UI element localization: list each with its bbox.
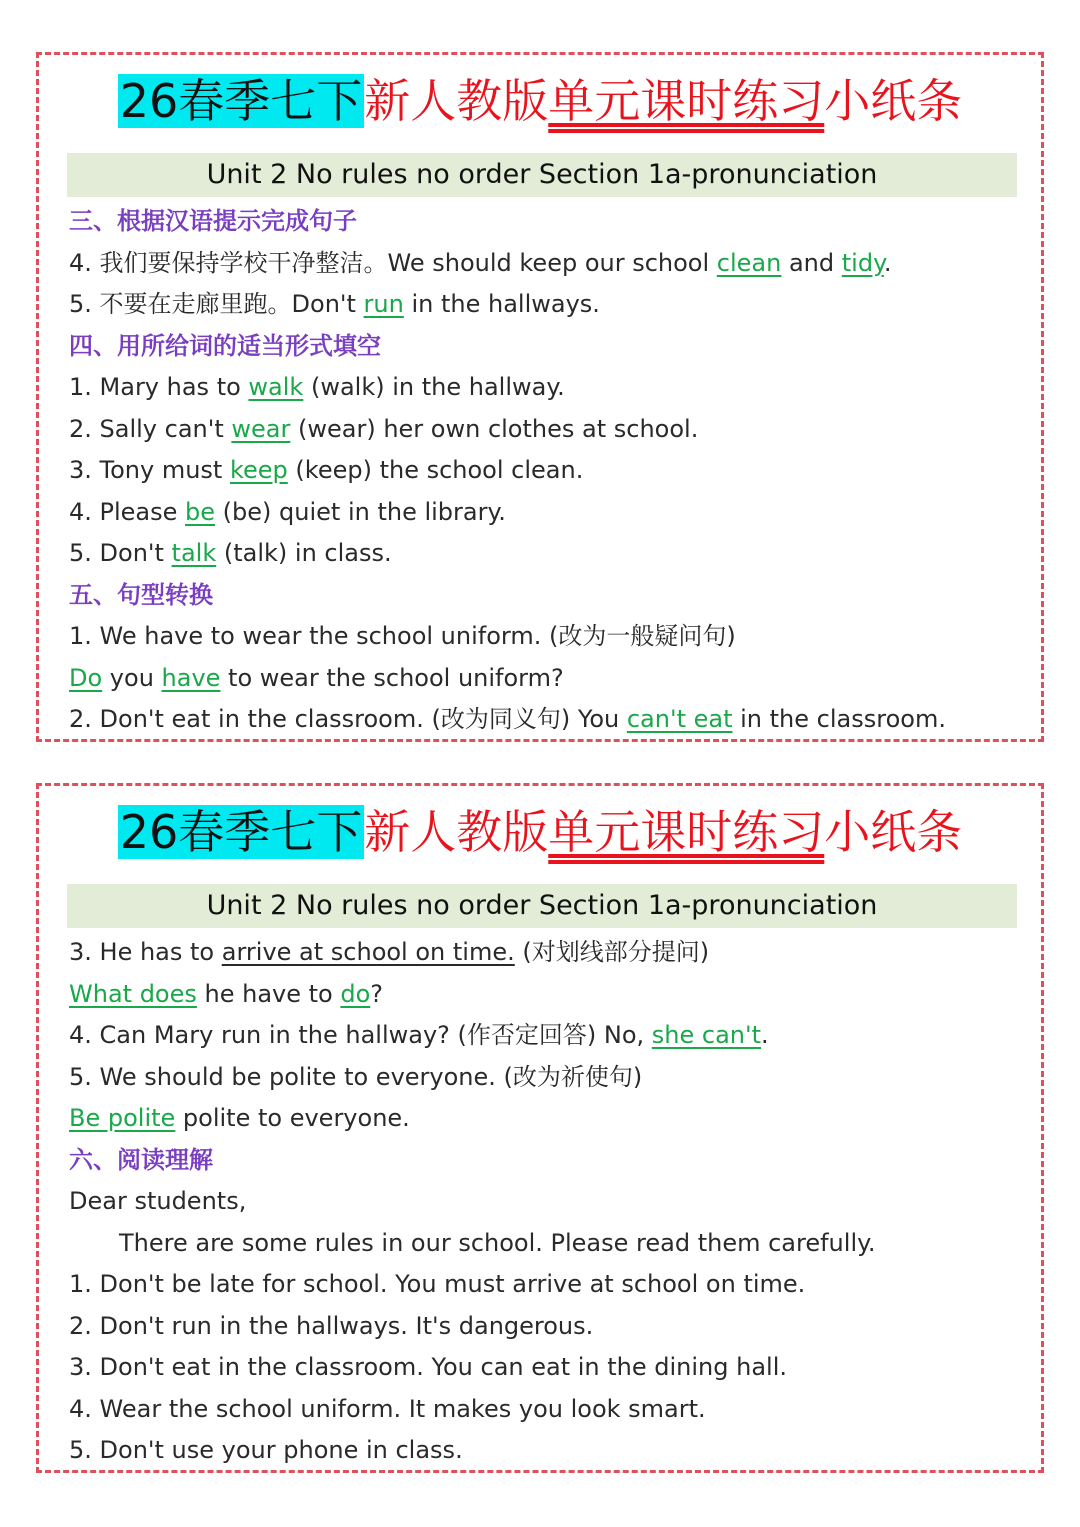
text: in the hallways.	[403, 290, 600, 318]
section-heading: 六、阅读理解	[69, 1145, 213, 1174]
reading-line: Dear students,	[69, 1187, 247, 1215]
question-line: 1. We have to wear the school uniform. (改为一般疑问句)	[69, 622, 736, 650]
answer: Do	[69, 663, 103, 692]
text: he have to	[196, 979, 341, 1008]
answer: can't eat	[626, 705, 733, 733]
text: in the classroom.	[732, 705, 946, 733]
text: (wear) her own clothes at school.	[290, 414, 699, 443]
card-title	[39, 65, 1041, 137]
question-line	[69, 284, 1021, 326]
answer-line	[69, 974, 1021, 1016]
answer-line	[69, 1098, 1021, 1140]
title-part2: 单元课时练习	[548, 74, 825, 128]
text: (talk) in class.	[216, 539, 392, 567]
text: to wear the school uniform?	[220, 663, 564, 692]
text: .	[883, 248, 892, 277]
text: and	[781, 248, 842, 277]
answer: wear	[231, 414, 291, 443]
answer: What does	[69, 979, 197, 1008]
reading-line: 5. Don't use your phone in class.	[69, 1436, 463, 1464]
text: 5. Don't	[69, 539, 172, 567]
text: (walk) in the hallway.	[303, 373, 565, 401]
reading-line: 3. Don't eat in the classroom. You can eat in the dining hall.	[69, 1353, 788, 1381]
text: 4. Can Mary run in the hallway? (作否定回答) No,	[69, 1021, 652, 1049]
section-heading: 五、句型转换	[69, 580, 213, 609]
unit-bar: Unit 2 No rules no order Section 1a-pronunciation	[67, 884, 1017, 928]
answer: tidy	[841, 248, 884, 277]
answer: have	[161, 663, 221, 692]
text: you	[102, 663, 162, 692]
worksheet-card-1	[36, 52, 1044, 742]
question-line	[69, 1015, 1021, 1057]
text: ?	[370, 979, 384, 1008]
section-heading: 三、根据汉语提示完成句子	[69, 207, 357, 235]
title-part1: 新人教版	[364, 805, 549, 859]
section-heading: 四、用所给词的适当形式填空	[69, 331, 381, 360]
question-line	[69, 533, 1021, 575]
title-tag: 26春季七下	[119, 805, 363, 859]
text: 3. Tony must	[69, 456, 230, 484]
answer: keep	[229, 456, 288, 484]
text: (keep) the school clean.	[287, 456, 584, 484]
text: .	[761, 1021, 769, 1049]
reading-line: There are some rules in our school. Please read them carefully.	[119, 1228, 876, 1257]
underlined-phrase: arrive at school on time.	[221, 938, 515, 966]
answer: walk	[248, 373, 304, 401]
reading-line: 4. Wear the school uniform. It makes you look smart.	[69, 1394, 706, 1423]
question-line: 5. We should be polite to everyone. (改为祈使句)	[69, 1062, 643, 1091]
text: 2. Sally can't	[69, 414, 232, 443]
reading-line: 1. Don't be late for school. You must arrive at school on time.	[69, 1270, 806, 1298]
question-line	[69, 243, 1021, 285]
question-line	[69, 409, 1021, 451]
title-part3: 小纸条	[824, 74, 963, 128]
question-list	[69, 201, 1021, 741]
text: 4. 我们要保持学校干净整洁。We should keep our school	[69, 248, 717, 277]
text: polite to everyone.	[175, 1104, 410, 1132]
reading-line: 2. Don't run in the hallways. It's dangerous.	[69, 1311, 594, 1340]
text: 5. 不要在走廊里跑。Don't	[69, 290, 364, 318]
text: (be) quiet in the library.	[215, 497, 506, 526]
answer: run	[363, 290, 404, 318]
question-line	[69, 450, 1021, 492]
answer: clean	[716, 248, 782, 277]
title-part2: 单元课时练习	[548, 805, 825, 859]
card-title	[39, 796, 1041, 868]
title-part1: 新人教版	[364, 74, 549, 128]
question-line	[69, 932, 1021, 974]
question-line	[69, 367, 1021, 409]
text: 2. Don't eat in the classroom. (改为同义句) You	[69, 705, 627, 733]
question-line	[69, 699, 1021, 741]
answer: Be polite	[69, 1104, 176, 1132]
question-list	[69, 932, 1021, 1472]
title-part3: 小纸条	[824, 805, 963, 859]
unit-bar: Unit 2 No rules no order Section 1a-pronunciation	[67, 153, 1017, 197]
answer: do	[340, 979, 371, 1008]
title-tag: 26春季七下	[119, 74, 363, 128]
text: 3. He has to	[69, 938, 222, 966]
answer-line	[69, 658, 1021, 700]
question-line	[69, 492, 1021, 534]
worksheet-card-2	[36, 783, 1044, 1473]
answer: be	[185, 497, 216, 526]
answer: talk	[171, 539, 217, 567]
answer: she can't	[651, 1021, 762, 1049]
text: 1. Mary has to	[69, 373, 249, 401]
text: (对划线部分提问)	[514, 938, 710, 966]
text: 4. Please	[69, 497, 186, 526]
